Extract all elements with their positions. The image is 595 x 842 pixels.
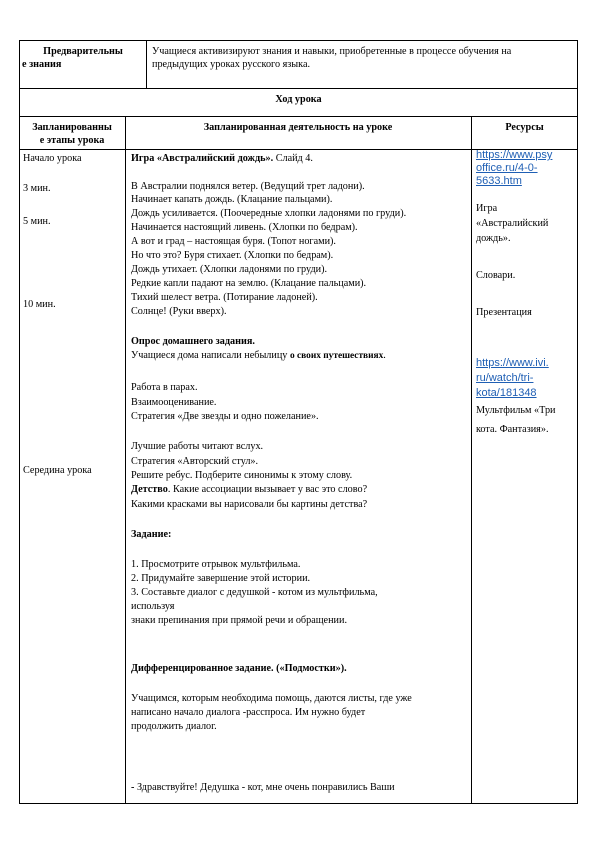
resource-game-0: Игра: [476, 203, 498, 214]
best-line-2: Решите ребус. Подберите синонимы к этому слову.: [131, 470, 353, 481]
prior-knowledge-text-2: предыдущих уроках русского языка.: [152, 59, 311, 70]
resource-dictionaries: Словари.: [476, 270, 516, 281]
resource-cartoon-0: Мультфильм «Три: [476, 405, 556, 416]
dialog-dash: -: [131, 782, 135, 793]
prior-knowledge-divider: [146, 40, 147, 89]
resource-presentation: Презентация: [476, 307, 532, 318]
col-header-resources: Ресурсы: [505, 122, 544, 133]
childhood-line: [131, 484, 367, 496]
resource-link-psyoffice-2[interactable]: 5633.htm: [476, 175, 522, 187]
childhood-bold: Детство: [131, 484, 168, 495]
game-title: Игра «Австралийский дождь».: [131, 153, 274, 164]
rain-line-0: В Австралии поднялся ветер. (Ведущий трет ладони).: [131, 181, 365, 192]
rain-line-2: Дождь усиливается. (Поочередные хлопки ладонями по груди).: [131, 208, 407, 219]
diff-title: Дифференцированное задание. («Подмостки»).: [131, 663, 347, 674]
stage-start: Начало урока: [23, 153, 82, 164]
prior-knowledge-label-2: е знания: [22, 59, 62, 70]
diff-line-1: написано начало диалога -расспроса. Им нужно будет: [131, 707, 366, 718]
task-title: Задание:: [131, 529, 172, 540]
best-line-0: Лучшие работы читают вслух.: [131, 441, 264, 452]
resource-link-psyoffice-0[interactable]: https://www.psy: [476, 149, 553, 161]
resource-link-ivi-0[interactable]: https://www.ivi.: [476, 357, 549, 369]
stage-middle: Середина урока: [23, 465, 92, 476]
best-line-1: Стратегия «Авторский стул».: [131, 456, 259, 467]
rain-line-8: Тихий шелест ветра. (Потирание ладоней).: [131, 292, 318, 303]
resource-game-2: дождь».: [476, 233, 511, 244]
prior-knowledge-text-1: Учащиеся активизируют знания и навыки, приобретенные в процессе обучения на: [152, 46, 512, 57]
rain-line-9: Солнце! (Руки вверх).: [131, 306, 227, 317]
task-line-2: 3. Составьте диалог с дедушкой - котом из мультфильма,: [131, 587, 378, 598]
homework-line: [131, 350, 386, 362]
task-line-4: знаки препинания при прямой речи и обращении.: [131, 615, 347, 626]
pairs-line-1: Взаимооценивание.: [131, 397, 217, 408]
homework-bold: о своих путешествиях: [289, 351, 384, 361]
rain-line-1: Начинает капать дождь. (Клацание пальцами).: [131, 194, 333, 205]
column-divider-2: [471, 116, 472, 804]
col-header-activity: Запланированная деятельность на уроке: [203, 122, 393, 133]
homework-end: .: [383, 350, 386, 361]
homework-text: Учащиеся дома написали небылицу: [131, 350, 290, 361]
childhood-line-2: Какими красками вы нарисовали бы картины детства?: [131, 499, 368, 510]
task-line-1: 2. Придумайте завершение этой истории.: [131, 573, 311, 584]
dialog-text: Здравствуйте! Дедушка - кот, мне очень понравились Ваши: [134, 782, 395, 793]
task-line-0: 1. Просмотрите отрывок мультфильма.: [131, 559, 301, 570]
homework-title: Опрос домашнего задания.: [131, 336, 255, 347]
heading-divider: [19, 116, 578, 117]
lesson-heading: Ход урока: [275, 94, 322, 105]
rain-line-4: А вот и град – настоящая буря. (Топот ногами).: [131, 236, 336, 247]
stage-3min: 3 мин.: [23, 183, 51, 194]
resource-link-ivi-1[interactable]: ru/watch/tri-: [476, 372, 534, 384]
stage-10min: 10 мин.: [23, 299, 56, 310]
resource-game-1: «Австралийский: [476, 218, 549, 229]
rain-line-6: Дождь утихает. (Хлопки ладонями по груди).: [131, 264, 328, 275]
rain-line-3: Начинается настоящий ливень. (Хлопки по бедрам).: [131, 222, 358, 233]
resource-link-psyoffice-1[interactable]: office.ru/4-0-: [476, 162, 538, 174]
col-header-stages-1: Запланированны: [32, 122, 112, 133]
rain-line-7: Редкие капли падают на землю. (Клацание пальцами).: [131, 278, 367, 289]
childhood-text: . Какие ассоциации вызывает у вас это слово?: [167, 484, 368, 495]
prior-knowledge-label-1: Предварительны: [43, 46, 123, 57]
pairs-line-2: Стратегия «Две звезды и одно пожелание».: [131, 411, 319, 422]
col-header-stages-2: е этапы урока: [39, 135, 105, 146]
resource-cartoon-1: кота. Фантазия».: [476, 424, 549, 435]
game-title-line: [131, 153, 313, 165]
rain-line-5: Но что это? Буря стихает. (Хлопки по бедрам).: [131, 250, 334, 261]
task-line-3: используя: [131, 601, 175, 612]
pairs-line-0: Работа в парах.: [131, 382, 198, 393]
dialog-line: [131, 782, 395, 794]
game-slide: Слайд 4.: [273, 153, 313, 164]
diff-line-0: Учащимся, которым необходима помощь, даются листы, где уже: [131, 693, 412, 704]
resource-link-ivi-2[interactable]: kota/181348: [476, 387, 537, 399]
stage-5min: 5 мин.: [23, 216, 51, 227]
diff-line-2: продолжить диалог.: [131, 721, 217, 732]
column-divider-1: [125, 116, 126, 804]
